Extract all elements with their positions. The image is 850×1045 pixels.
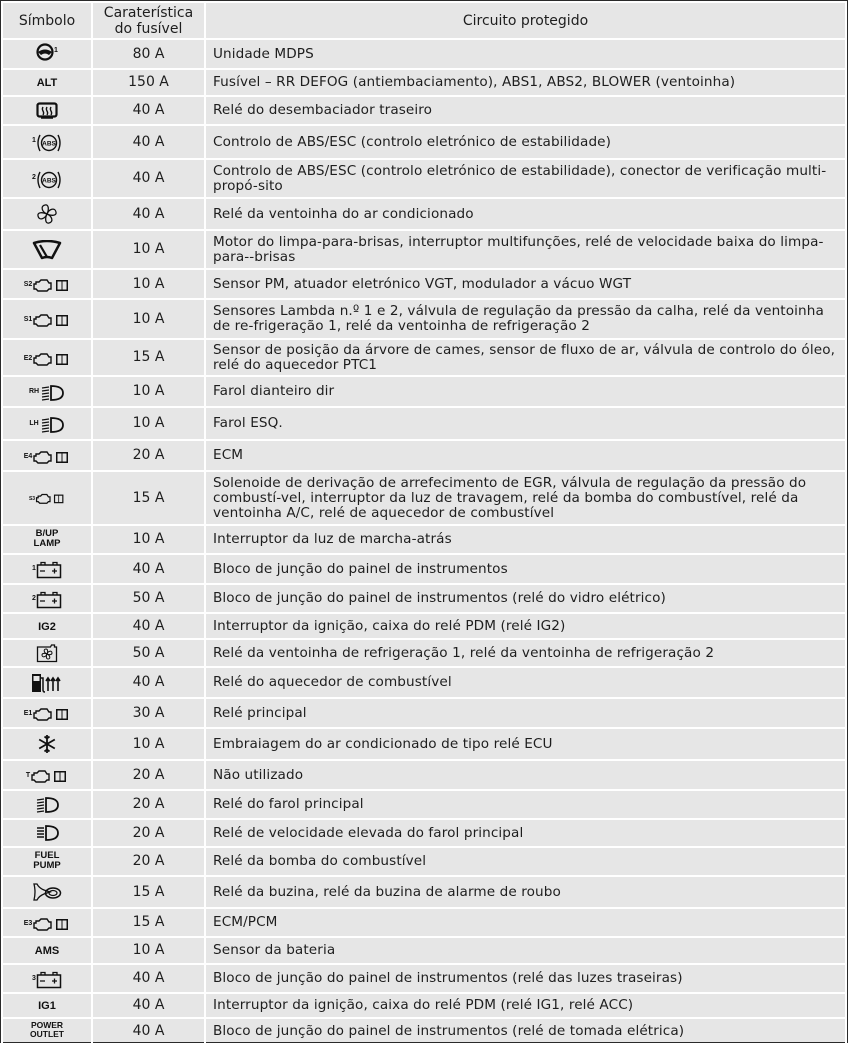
rating-cell: 15 A bbox=[92, 876, 205, 908]
rating-cell: 40 A bbox=[92, 993, 205, 1018]
symbol-cell bbox=[2, 525, 92, 554]
symbol-cell bbox=[2, 339, 92, 376]
symbol-cell bbox=[2, 760, 92, 790]
headlamp-low-icon bbox=[39, 384, 65, 402]
symbol-cell bbox=[2, 471, 92, 525]
table-row bbox=[2, 993, 846, 1018]
symbol-cell bbox=[2, 667, 92, 698]
engine-manual-icon bbox=[30, 768, 68, 784]
symbol-cell bbox=[2, 554, 92, 584]
symbol-cell bbox=[2, 198, 92, 230]
symbol-cell bbox=[2, 819, 92, 847]
fuel-heater-icon bbox=[31, 673, 63, 693]
rating-cell: 40 A bbox=[92, 198, 205, 230]
rating-cell: 40 A bbox=[92, 159, 205, 198]
symbol-superscript: 1 bbox=[32, 565, 36, 572]
table-row bbox=[2, 198, 846, 230]
abs-icon bbox=[36, 133, 62, 153]
symbol-label: IG1 bbox=[38, 1000, 56, 1012]
table-row bbox=[2, 964, 846, 993]
rear-defrost-icon bbox=[36, 102, 58, 120]
rating-cell: 10 A bbox=[92, 937, 205, 964]
circuit-cell: Sensores Lambda n.º 1 e 2, válvula de regulação da pressão da calha, relé da ventoinha de re-frigeração 1, relé da ventoinha de refrigeração 2 bbox=[205, 299, 846, 339]
circuit-cell: Relé da ventoinha de refrigeração 1, relé da ventoinha de refrigeração 2 bbox=[205, 639, 846, 667]
symbol-cell bbox=[2, 125, 92, 159]
headlamp-low-icon bbox=[34, 796, 60, 814]
symbol-cell bbox=[2, 299, 92, 339]
table-row bbox=[2, 440, 846, 471]
table-row bbox=[2, 376, 846, 407]
circuit-cell: Sensor PM, atuador eletrónico VGT, modulador a vácuo WGT bbox=[205, 269, 846, 299]
rating-cell: 40 A bbox=[92, 125, 205, 159]
symbol-label-line1: B/UP bbox=[35, 528, 59, 539]
circuit-cell: ECM bbox=[205, 440, 846, 471]
fan-icon bbox=[36, 203, 58, 225]
symbol-cell bbox=[2, 584, 92, 613]
symbol-label: ALT bbox=[36, 77, 58, 89]
rating-cell: 50 A bbox=[92, 584, 205, 613]
symbol-cell bbox=[2, 964, 92, 993]
abs-icon bbox=[36, 170, 62, 190]
snowflake-icon bbox=[37, 734, 57, 754]
wiper-icon bbox=[32, 240, 62, 260]
steering-wheel-icon bbox=[36, 43, 54, 61]
table-row bbox=[2, 230, 846, 269]
rating-cell: 40 A bbox=[92, 554, 205, 584]
symbol-label bbox=[30, 1021, 64, 1039]
symbol-cell bbox=[2, 269, 92, 299]
symbol-label-line1: POWER bbox=[30, 1020, 64, 1030]
symbol-cell bbox=[2, 790, 92, 819]
rating-cell: 50 A bbox=[92, 639, 205, 667]
table-row bbox=[2, 339, 846, 376]
symbol-cell bbox=[2, 69, 92, 96]
table-row bbox=[2, 847, 846, 876]
circuit-cell: Bloco de junção do painel de instrumentos (relé das luzes traseiras) bbox=[205, 964, 846, 993]
circuit-cell: Bloco de junção do painel de instrumentos (relé do vidro elétrico) bbox=[205, 584, 846, 613]
symbol-label: AMS bbox=[34, 945, 60, 957]
circuit-cell: Relé do desembaciador traseiro bbox=[205, 96, 846, 125]
fuse-table bbox=[1, 1, 847, 1045]
engine-manual-icon bbox=[35, 492, 65, 505]
circuit-cell: Farol ESQ. bbox=[205, 407, 846, 440]
symbol-cell bbox=[2, 847, 92, 876]
circuit-cell: Bloco de junção do painel de instrumentos (relé de tomada elétrica) bbox=[205, 1018, 846, 1044]
symbol-superscript: T bbox=[25, 772, 31, 779]
symbol-cell bbox=[2, 376, 92, 407]
rating-cell: 10 A bbox=[92, 376, 205, 407]
circuit-cell: Não utilizado bbox=[205, 760, 846, 790]
header-row bbox=[2, 2, 846, 39]
headlamp-low-icon bbox=[39, 416, 65, 434]
circuit-cell: Unidade MDPS bbox=[205, 39, 846, 69]
circuit-cell: Controlo de ABS/ESC (controlo eletrónico de estabilidade) bbox=[205, 125, 846, 159]
rating-cell: 30 A bbox=[92, 698, 205, 728]
circuit-cell: Relé principal bbox=[205, 698, 846, 728]
table-row bbox=[2, 39, 846, 69]
symbol-cell bbox=[2, 876, 92, 908]
symbol-label bbox=[34, 529, 61, 549]
circuit-cell: Sensor da bateria bbox=[205, 937, 846, 964]
table-row bbox=[2, 125, 846, 159]
engine-manual-icon bbox=[32, 916, 70, 932]
rating-cell: 150 A bbox=[92, 69, 205, 96]
header-circuit: Circuito protegido bbox=[205, 2, 846, 39]
table-row bbox=[2, 908, 846, 937]
symbol-cell bbox=[2, 908, 92, 937]
symbol-superscript: 2 bbox=[32, 173, 36, 181]
header-rating bbox=[92, 2, 205, 39]
table-row bbox=[2, 639, 846, 667]
table-row bbox=[2, 819, 846, 847]
circuit-cell: Relé de velocidade elevada do farol principal bbox=[205, 819, 846, 847]
symbol-label-line2: OUTLET bbox=[30, 1029, 64, 1039]
rating-cell: 40 A bbox=[92, 964, 205, 993]
rating-cell: 10 A bbox=[92, 269, 205, 299]
rating-cell: 40 A bbox=[92, 96, 205, 125]
symbol-cell bbox=[2, 159, 92, 198]
symbol-superscript: E1 bbox=[23, 710, 33, 717]
rating-cell: 20 A bbox=[92, 790, 205, 819]
circuit-cell: Relé da bomba do combustível bbox=[205, 847, 846, 876]
table-row bbox=[2, 299, 846, 339]
rating-cell: 15 A bbox=[92, 339, 205, 376]
table-row bbox=[2, 790, 846, 819]
rating-cell: 20 A bbox=[92, 440, 205, 471]
circuit-cell: Relé do farol principal bbox=[205, 790, 846, 819]
rating-cell: 10 A bbox=[92, 407, 205, 440]
header-rating-line1: Caraterística bbox=[103, 4, 194, 21]
rating-cell: 10 A bbox=[92, 728, 205, 760]
engine-manual-icon bbox=[32, 706, 70, 722]
symbol-cell bbox=[2, 1018, 92, 1044]
symbol-cell bbox=[2, 937, 92, 964]
symbol-label-line1: FUEL bbox=[34, 850, 60, 861]
rating-cell: 20 A bbox=[92, 819, 205, 847]
symbol-superscript: 3 bbox=[32, 974, 36, 982]
circuit-cell: Relé da buzina, relé da buzina de alarme de roubo bbox=[205, 876, 846, 908]
circuit-cell: Embraiagem do ar condicionado de tipo relé ECU bbox=[205, 728, 846, 760]
table-row bbox=[2, 728, 846, 760]
rating-cell: 15 A bbox=[92, 908, 205, 937]
symbol-cell bbox=[2, 96, 92, 125]
engine-manual-icon bbox=[32, 277, 70, 293]
rating-cell: 40 A bbox=[92, 667, 205, 698]
symbol-cell bbox=[2, 39, 92, 69]
circuit-cell: Interruptor da ignição, caixa do relé PDM (relé IG1, relé ACC) bbox=[205, 993, 846, 1018]
battery-icon bbox=[36, 971, 62, 989]
symbol-cell bbox=[2, 230, 92, 269]
header-rating-line2: do fusível bbox=[114, 20, 183, 37]
table-row bbox=[2, 159, 846, 198]
circuit-cell: ECM/PCM bbox=[205, 908, 846, 937]
symbol-superscript: E4 bbox=[23, 452, 33, 460]
table-row bbox=[2, 760, 846, 790]
symbol-superscript: 1 bbox=[54, 47, 58, 54]
rating-cell: 80 A bbox=[92, 39, 205, 69]
symbol-superscript: 2 bbox=[32, 594, 36, 602]
battery-icon bbox=[36, 591, 62, 609]
circuit-cell: Fusível – RR DEFOG (antiembaciamento), ABS1, ABS2, BLOWER (ventoinha) bbox=[205, 69, 846, 96]
engine-manual-icon bbox=[32, 351, 70, 367]
rating-cell: 10 A bbox=[92, 230, 205, 269]
circuit-cell: Sensor de posição da árvore de cames, sensor de fluxo de ar, válvula de controlo do óleo, relé do aquecedor PTC1 bbox=[205, 339, 846, 376]
circuit-cell: Solenoide de derivação de arrefecimento de EGR, válvula de regulação da pressão do combustí-vel, interruptor da luz de travagem, relé da bomba do combustível, relé da ventoinha A/C, relé de aquecedor de combustível bbox=[205, 471, 846, 525]
svg-text:ABS: ABS bbox=[42, 140, 56, 148]
engine-manual-icon bbox=[32, 449, 70, 465]
symbol-superscript: RH bbox=[28, 387, 40, 395]
circuit-cell: Relé do aquecedor de combustível bbox=[205, 667, 846, 698]
symbol-label: IG2 bbox=[38, 620, 56, 633]
symbol-cell bbox=[2, 407, 92, 440]
symbol-superscript: E2 bbox=[23, 354, 33, 362]
table-row bbox=[2, 698, 846, 728]
symbol-cell bbox=[2, 440, 92, 471]
headlamp-high-icon bbox=[34, 824, 60, 842]
symbol-cell bbox=[2, 613, 92, 639]
table-row bbox=[2, 554, 846, 584]
symbol-cell bbox=[2, 993, 92, 1018]
symbol-cell bbox=[2, 639, 92, 667]
circuit-cell: Interruptor da ignição, caixa do relé PDM (relé IG2) bbox=[205, 613, 846, 639]
rating-cell: 10 A bbox=[92, 299, 205, 339]
table-row bbox=[2, 1018, 846, 1044]
horn-icon bbox=[32, 882, 62, 902]
symbol-cell bbox=[2, 698, 92, 728]
symbol-superscript: E3 bbox=[23, 919, 33, 927]
rating-cell: 20 A bbox=[92, 760, 205, 790]
table-row bbox=[2, 937, 846, 964]
battery-icon bbox=[36, 561, 62, 579]
table-row bbox=[2, 584, 846, 613]
symbol-superscript: 1 bbox=[32, 137, 36, 144]
table-row bbox=[2, 667, 846, 698]
symbol-superscript: S3 bbox=[28, 496, 36, 502]
table-row bbox=[2, 69, 846, 96]
engine-manual-icon bbox=[32, 312, 70, 328]
svg-text:ABS: ABS bbox=[42, 177, 56, 184]
rating-cell: 10 A bbox=[92, 525, 205, 554]
circuit-cell: Interruptor da luz de marcha-atrás bbox=[205, 525, 846, 554]
table-row bbox=[2, 269, 846, 299]
rating-cell: 40 A bbox=[92, 1018, 205, 1044]
radiator-fan-icon bbox=[36, 643, 58, 663]
table-row bbox=[2, 876, 846, 908]
symbol-label-line2: PUMP bbox=[33, 860, 61, 871]
table-row bbox=[2, 96, 846, 125]
circuit-cell: Motor do limpa-para-brisas, interruptor multifunções, relé de velocidade baixa do limpa-para--brisas bbox=[205, 230, 846, 269]
circuit-cell: Farol dianteiro dir bbox=[205, 376, 846, 407]
table-row bbox=[2, 525, 846, 554]
circuit-cell: Controlo de ABS/ESC (controlo eletrónico de estabilidade), conector de verificação multi-propó-sito bbox=[205, 159, 846, 198]
header-symbol: Símbolo bbox=[2, 2, 92, 39]
rating-cell: 20 A bbox=[92, 847, 205, 876]
table-row bbox=[2, 613, 846, 639]
symbol-label-line2: LAMP bbox=[33, 538, 61, 549]
symbol-superscript: S1 bbox=[23, 316, 33, 323]
table-row bbox=[2, 471, 846, 525]
symbol-superscript: S2 bbox=[23, 281, 33, 288]
circuit-cell: Bloco de junção do painel de instrumentos bbox=[205, 554, 846, 584]
symbol-superscript: LH bbox=[29, 419, 39, 427]
table-row bbox=[2, 407, 846, 440]
symbol-cell bbox=[2, 728, 92, 760]
rating-cell: 15 A bbox=[92, 471, 205, 525]
rating-cell: 40 A bbox=[92, 613, 205, 639]
circuit-cell: Relé da ventoinha do ar condicionado bbox=[205, 198, 846, 230]
symbol-label bbox=[33, 851, 60, 871]
